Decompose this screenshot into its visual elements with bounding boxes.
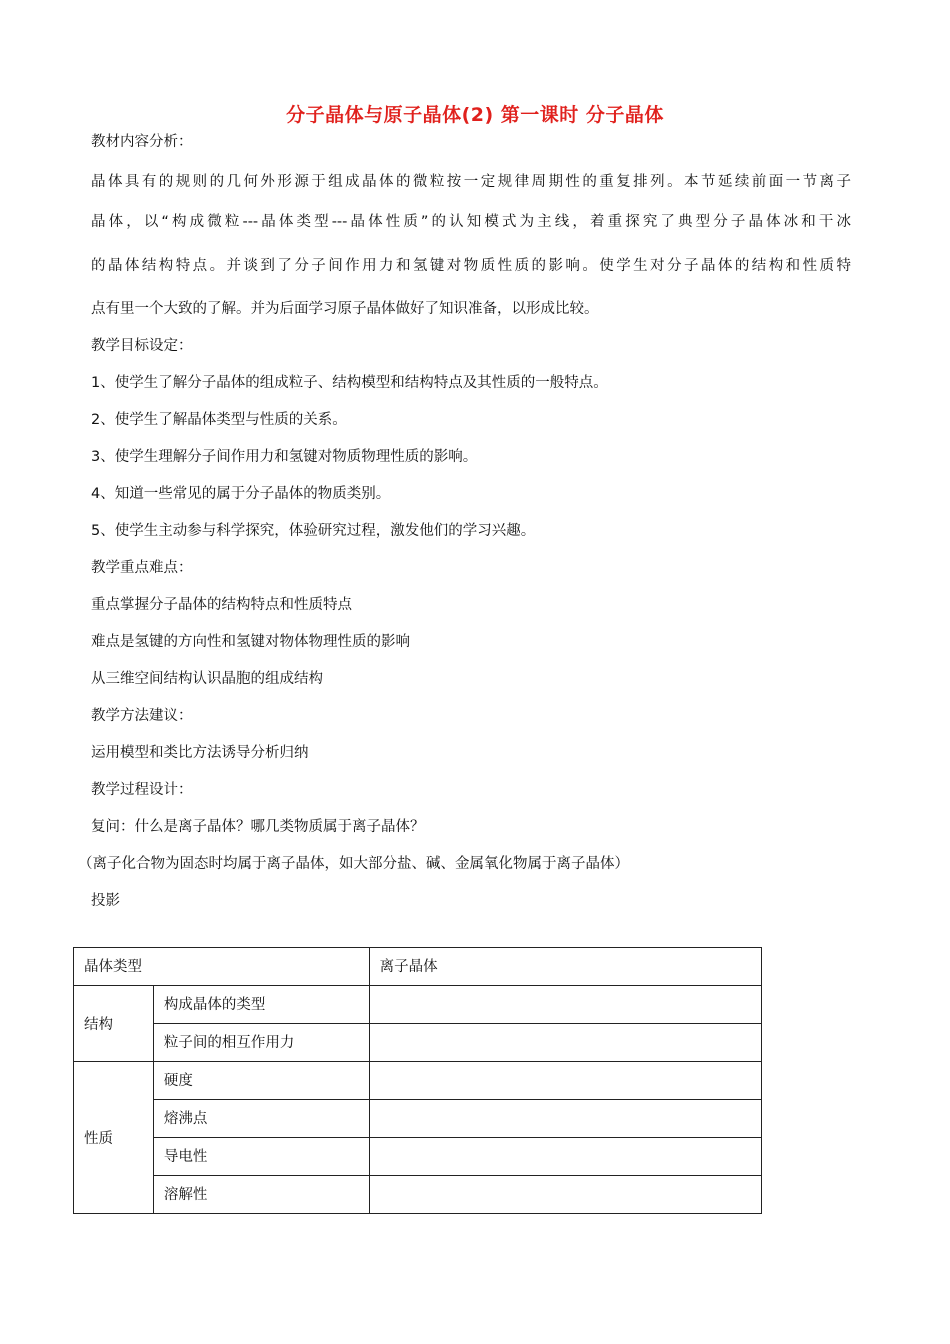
projection-label: 投影 bbox=[91, 893, 120, 909]
group-structure: 结构 bbox=[74, 986, 154, 1062]
section-heading-goals: 教学目标设定： bbox=[91, 338, 193, 354]
row-value-cell bbox=[369, 986, 761, 1024]
row-value-cell bbox=[369, 1024, 761, 1062]
table-row bbox=[74, 986, 762, 1024]
row-label: 硬度 bbox=[153, 1062, 369, 1100]
key-point-1: 重点掌握分子晶体的结构特点和性质特点 bbox=[91, 597, 352, 613]
row-label: 粒子间的相互作用力 bbox=[153, 1024, 369, 1062]
analysis-line-4: 点有里一个大致的了解。并为后面学习原子晶体做好了知识准备，以形成比较。 bbox=[91, 301, 599, 317]
row-value-cell bbox=[369, 1176, 761, 1214]
goal-item-4: 4、知道一些常见的属于分子晶体的物质类别。 bbox=[91, 486, 391, 502]
crystal-comparison-table bbox=[73, 947, 762, 1214]
analysis-line-1: 晶体具有的规则的几何外形源于组成晶体的微粒按一定规律周期性的重复排列。本节延续前面一节离子 bbox=[91, 174, 851, 190]
row-label: 构成晶体的类型 bbox=[153, 986, 369, 1024]
table-row bbox=[74, 1062, 762, 1100]
section-heading-material-analysis: 教材内容分析： bbox=[91, 134, 193, 150]
row-value-cell bbox=[369, 1138, 761, 1176]
row-value-cell bbox=[369, 1100, 761, 1138]
group-property: 性质 bbox=[74, 1062, 154, 1214]
section-heading-method: 教学方法建议： bbox=[91, 708, 193, 724]
table-header-row bbox=[74, 948, 762, 986]
header-ionic-crystal: 离子晶体 bbox=[369, 948, 761, 986]
method-text: 运用模型和类比方法诱导分析归纳 bbox=[91, 745, 309, 761]
row-label: 溶解性 bbox=[153, 1176, 369, 1214]
section-heading-key-points: 教学重点难点： bbox=[91, 560, 193, 576]
table-row bbox=[74, 1176, 762, 1214]
analysis-line-2: 晶体，以“构成微粒---晶体类型---晶体性质”的认知模式为主线，着重探究了典型分子晶体冰和干冰 bbox=[91, 214, 851, 230]
table-row bbox=[74, 1024, 762, 1062]
goal-item-5: 5、使学生主动参与科学探究，体验研究过程，激发他们的学习兴趣。 bbox=[91, 523, 536, 539]
review-answer: （离子化合物为固态时均属于离子晶体，如大部分盐、碱、金属氧化物属于离子晶体） bbox=[78, 856, 629, 872]
section-heading-process: 教学过程设计： bbox=[91, 782, 193, 798]
row-label: 导电性 bbox=[153, 1138, 369, 1176]
key-point-2: 难点是氢键的方向性和氢键对物体物理性质的影响 bbox=[91, 634, 410, 650]
goal-item-2: 2、使学生了解晶体类型与性质的关系。 bbox=[91, 412, 347, 428]
key-point-3: 从三维空间结构认识晶胞的组成结构 bbox=[91, 671, 323, 687]
row-label: 熔沸点 bbox=[153, 1100, 369, 1138]
goal-item-1: 1、使学生了解分子晶体的组成粒子、结构模型和结构特点及其性质的一般特点。 bbox=[91, 375, 608, 391]
review-question: 复问：什么是离子晶体？哪几类物质属于离子晶体？ bbox=[91, 819, 425, 835]
header-crystal-type: 晶体类型 bbox=[74, 948, 370, 986]
row-value-cell bbox=[369, 1062, 761, 1100]
goal-item-3: 3、使学生理解分子间作用力和氢键对物质物理性质的影响。 bbox=[91, 449, 478, 465]
table-row bbox=[74, 1100, 762, 1138]
document-title: 分子晶体与原子晶体(2) 第一课时 分子晶体 bbox=[286, 104, 664, 126]
analysis-line-3: 的晶体结构特点。并谈到了分子间作用力和氢键对物质性质的影响。使学生对分子晶体的结构和性质特 bbox=[91, 258, 851, 274]
table-row bbox=[74, 1138, 762, 1176]
